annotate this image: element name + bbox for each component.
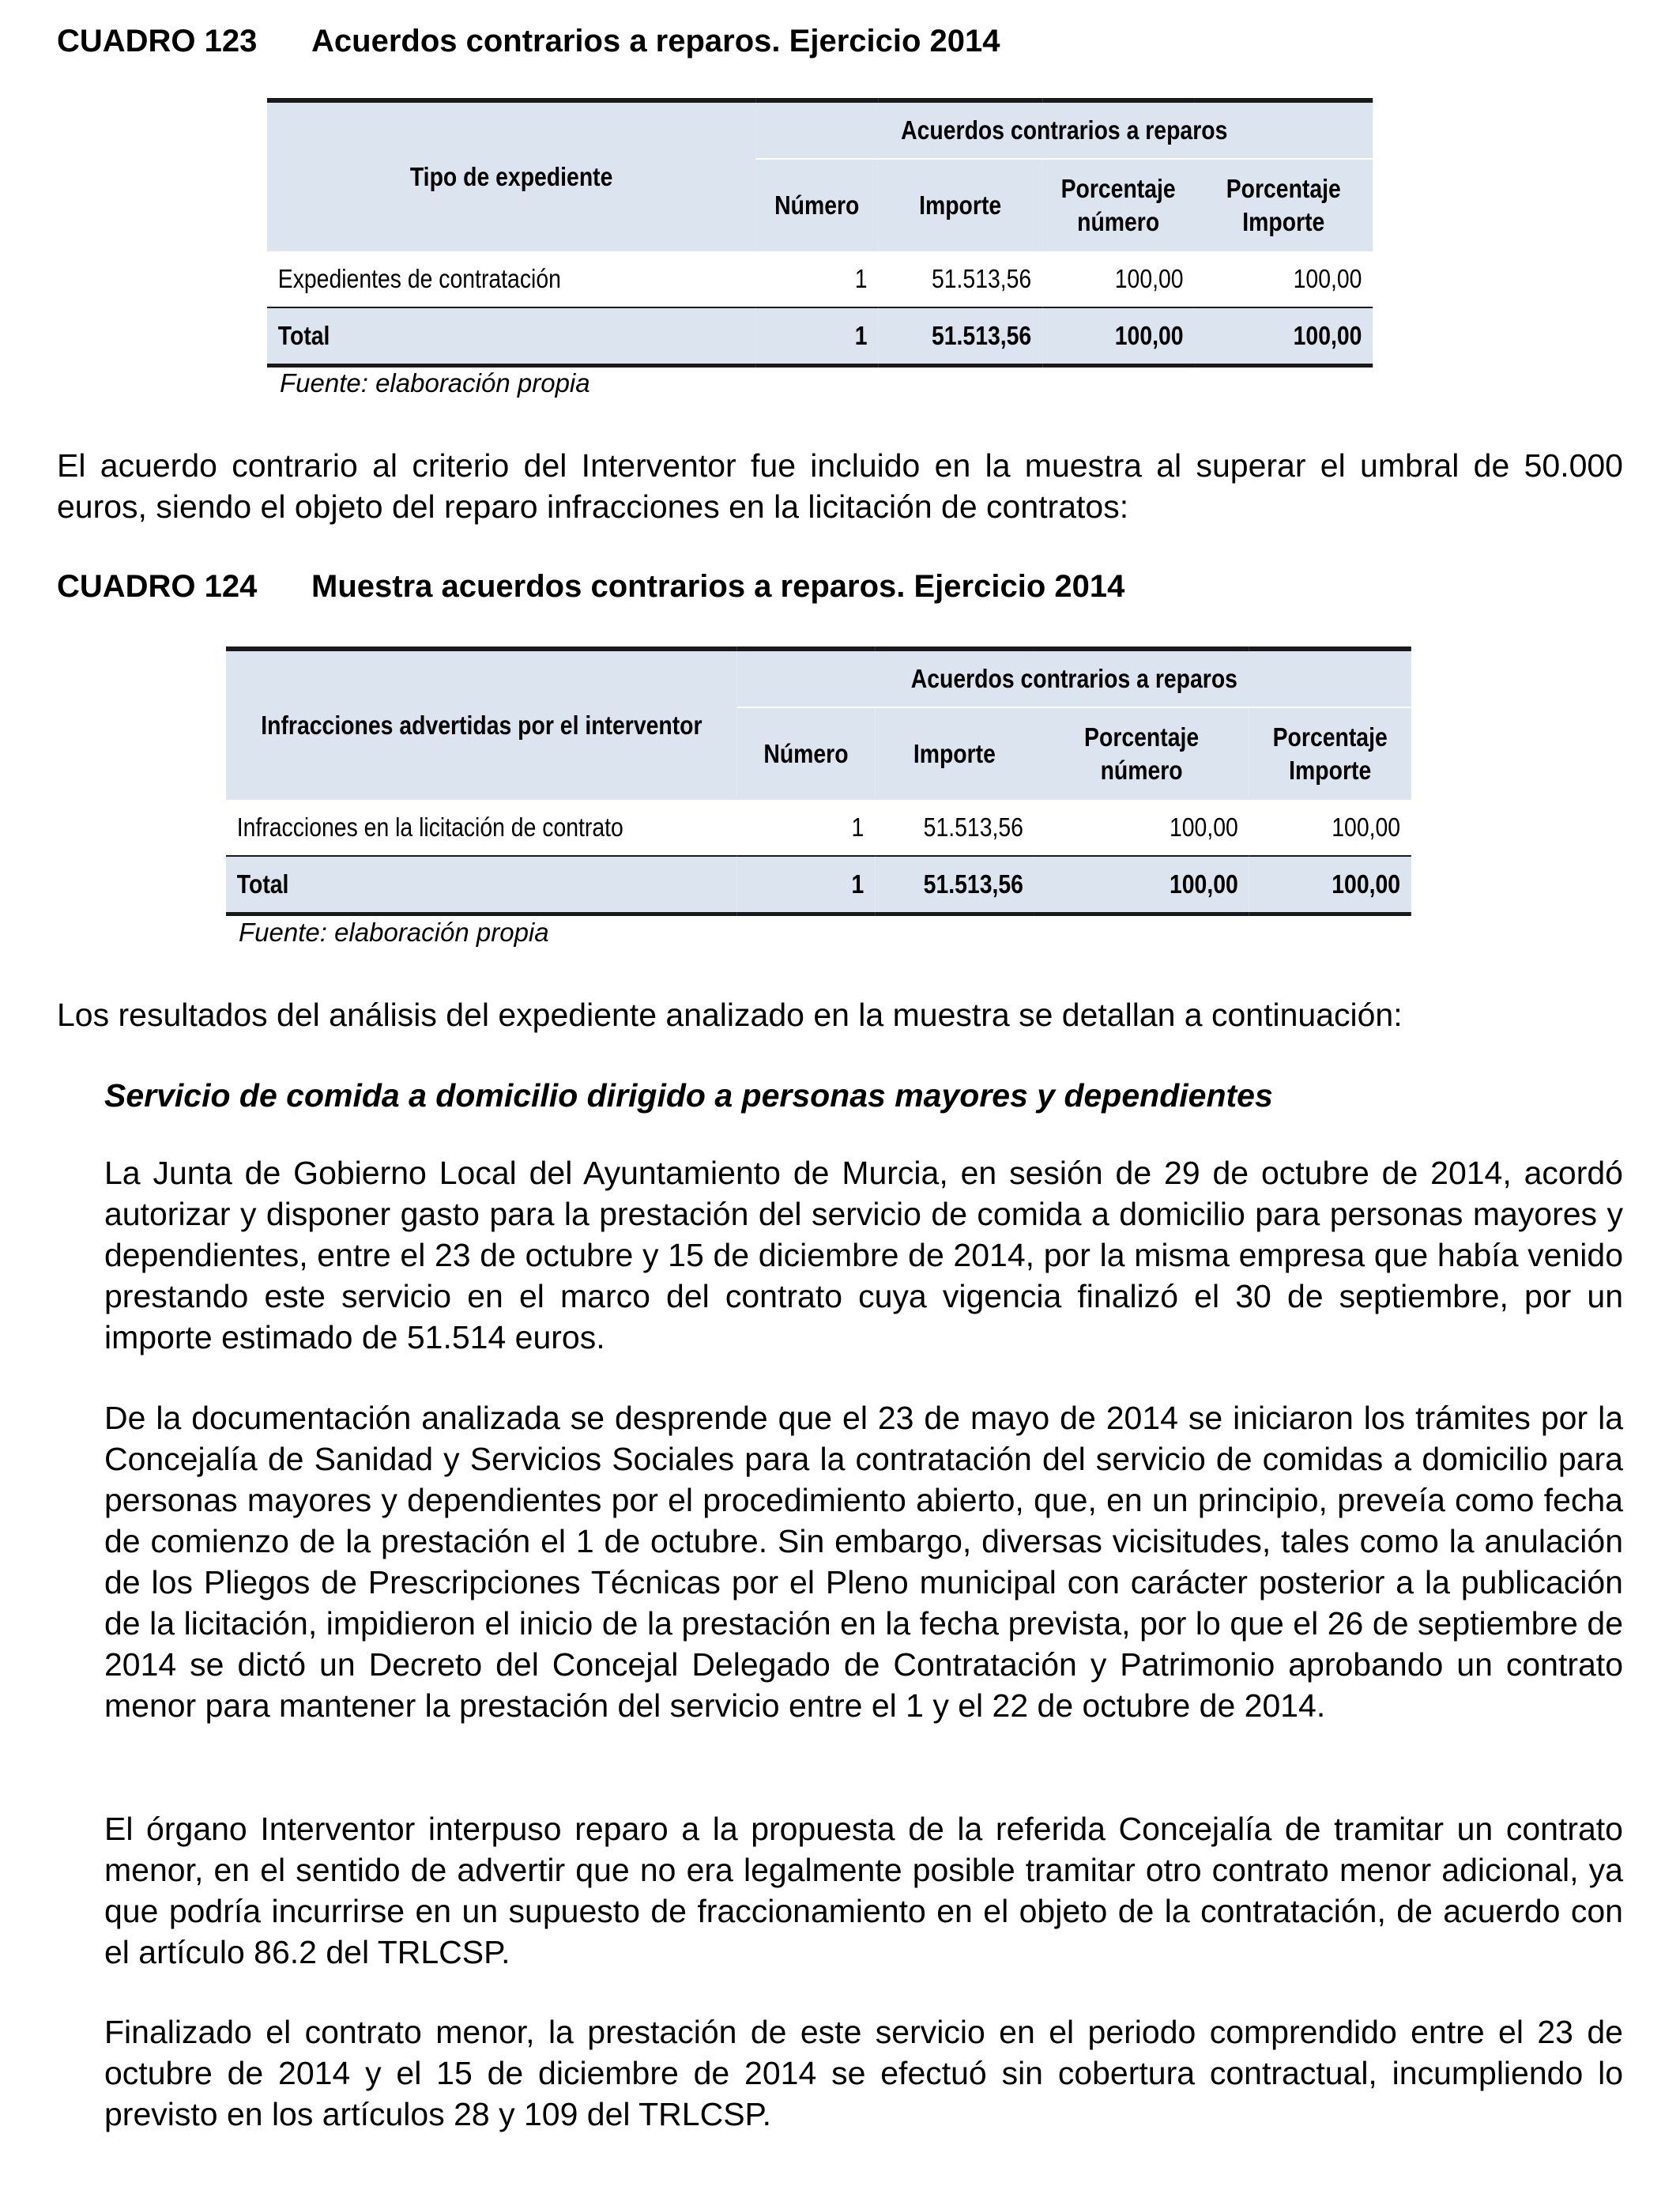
table2-header-pct-importe: Porcentaje Importe bbox=[1249, 707, 1411, 800]
total-pct-numero: 100,00 bbox=[1042, 307, 1194, 366]
table2-header-pct-numero: Porcentaje número bbox=[1034, 707, 1249, 800]
paragraph-5: El órgano Interventor interpuso reparo a la propuesta de la referida Concejalía de tramitar un contrato menor, en el sentido de advertir que no era legalmente posible tramitar otro contrato menor adicional, ya que podría incurrirse en un supuesto de fraccionamiento en el objeto de la contratación, de acuerdo con el artículo 86.2 del TRLCSP. bbox=[104, 1811, 1623, 1970]
table2-header-importe: Importe bbox=[875, 707, 1034, 800]
table2 bbox=[226, 647, 1411, 916]
table1-header-pct-numero: Porcentaje número bbox=[1042, 159, 1194, 251]
total-numero: 1 bbox=[755, 307, 878, 366]
table2-header-group: Acuerdos contrarios a reparos bbox=[737, 649, 1411, 707]
table2-header-infracciones: Infracciones advertidas por el interventor bbox=[226, 649, 737, 800]
total-pct-numero: 100,00 bbox=[1034, 856, 1249, 914]
table2-source: Fuente: elaboración propia bbox=[239, 918, 549, 947]
row-label: Infracciones en la licitación de contrato bbox=[226, 800, 737, 856]
total-numero: 1 bbox=[737, 856, 875, 914]
table2-caption-title: Muestra acuerdos contrarios a reparos. Ejercicio 2014 bbox=[311, 569, 1125, 604]
paragraph-1: El acuerdo contrario al criterio del Interventor fue incluido en la muestra al superar el umbral de 50.000 euros, siendo el objeto del reparo infracciones en la licitación de contratos: bbox=[57, 447, 1623, 525]
row-importe: 51.513,56 bbox=[878, 251, 1042, 307]
row-pct-importe: 100,00 bbox=[1249, 800, 1411, 856]
table1-header-pct-importe: Porcentaje Importe bbox=[1194, 159, 1373, 251]
section-subtitle: Servicio de comida a domicilio dirigido a personas mayores y dependientes bbox=[104, 1077, 1273, 1114]
row-pct-numero: 100,00 bbox=[1042, 251, 1194, 307]
total-pct-importe: 100,00 bbox=[1194, 307, 1373, 366]
row-pct-numero: 100,00 bbox=[1034, 800, 1249, 856]
table-row bbox=[267, 251, 1373, 307]
table-total-row bbox=[226, 856, 1411, 914]
table2-caption-number: CUADRO 124 bbox=[57, 569, 258, 604]
table2-header-numero: Número bbox=[737, 707, 875, 800]
table-row bbox=[226, 800, 1411, 856]
total-label: Total bbox=[226, 856, 737, 914]
row-importe: 51.513,56 bbox=[875, 800, 1034, 856]
table1-header-importe: Importe bbox=[878, 159, 1042, 251]
paragraph-2: Los resultados del análisis del expediente analizado en la muestra se detallan a continuación: bbox=[57, 997, 1403, 1033]
table2-caption bbox=[57, 567, 1124, 605]
table1-caption-number: CUADRO 123 bbox=[57, 24, 258, 58]
table1-source: Fuente: elaboración propia bbox=[280, 368, 590, 398]
row-pct-importe: 100,00 bbox=[1194, 251, 1373, 307]
table1-caption-title: Acuerdos contrarios a reparos. Ejercicio 2014 bbox=[311, 24, 1000, 58]
paragraph-3: La Junta de Gobierno Local del Ayuntamiento de Murcia, en sesión de 29 de octubre de 2014, acordó autorizar y disponer gasto para la prestación del servicio de comida a domicilio para personas mayores y dependientes, entre el 23 de octubre y 15 de diciembre de 2014, por la misma empresa que había venido prestando este servicio en el marco del contrato cuya vigencia finalizó el 30 de septiembre, por un importe estimado de 51.514 euros. bbox=[104, 1155, 1623, 1355]
total-importe: 51.513,56 bbox=[878, 307, 1042, 366]
table1-header-tipo: Tipo de expediente bbox=[267, 100, 755, 251]
total-pct-importe: 100,00 bbox=[1249, 856, 1411, 914]
paragraph-4: De la documentación analizada se desprende que el 23 de mayo de 2014 se iniciaron los trámites por la Concejalía de Sanidad y Servicios Sociales para la contratación del servicio de comidas a domicilio para personas mayores y dependientes por el procedimiento abierto, que, en un principio, preveía como fecha de comienzo de la prestación el 1 de octubre. Sin embargo, diversas vicisitudes, tales como la anulación de los Pliegos de Prescripciones Técnicas por el Pleno municipal con carácter posterior a la publicación de la licitación, impidieron el inicio de la prestación en la fecha prevista, por lo que el 26 de septiembre de 2014 se dictó un Decreto del Concejal Delegado de Contratación y Patrimonio aprobando un contrato menor para mantener la prestación del servicio entre el 1 y el 22 de octubre de 2014. bbox=[104, 1400, 1623, 1724]
table1 bbox=[267, 98, 1373, 368]
table1-header-numero: Número bbox=[755, 159, 878, 251]
table1-header-group: Acuerdos contrarios a reparos bbox=[755, 100, 1373, 159]
table-total-row bbox=[267, 307, 1373, 366]
row-label: Expedientes de contratación bbox=[267, 251, 755, 307]
total-label: Total bbox=[267, 307, 755, 366]
table1-caption bbox=[57, 22, 1000, 60]
row-numero: 1 bbox=[755, 251, 878, 307]
paragraph-6: Finalizado el contrato menor, la prestación de este servicio en el periodo comprendido entre el 23 de octubre de 2014 y el 15 de diciembre de 2014 se efectuó sin cobertura contractual, incumpliendo lo previsto en los artículos 28 y 109 del TRLCSP. bbox=[104, 2014, 1623, 2132]
total-importe: 51.513,56 bbox=[875, 856, 1034, 914]
row-numero: 1 bbox=[737, 800, 875, 856]
